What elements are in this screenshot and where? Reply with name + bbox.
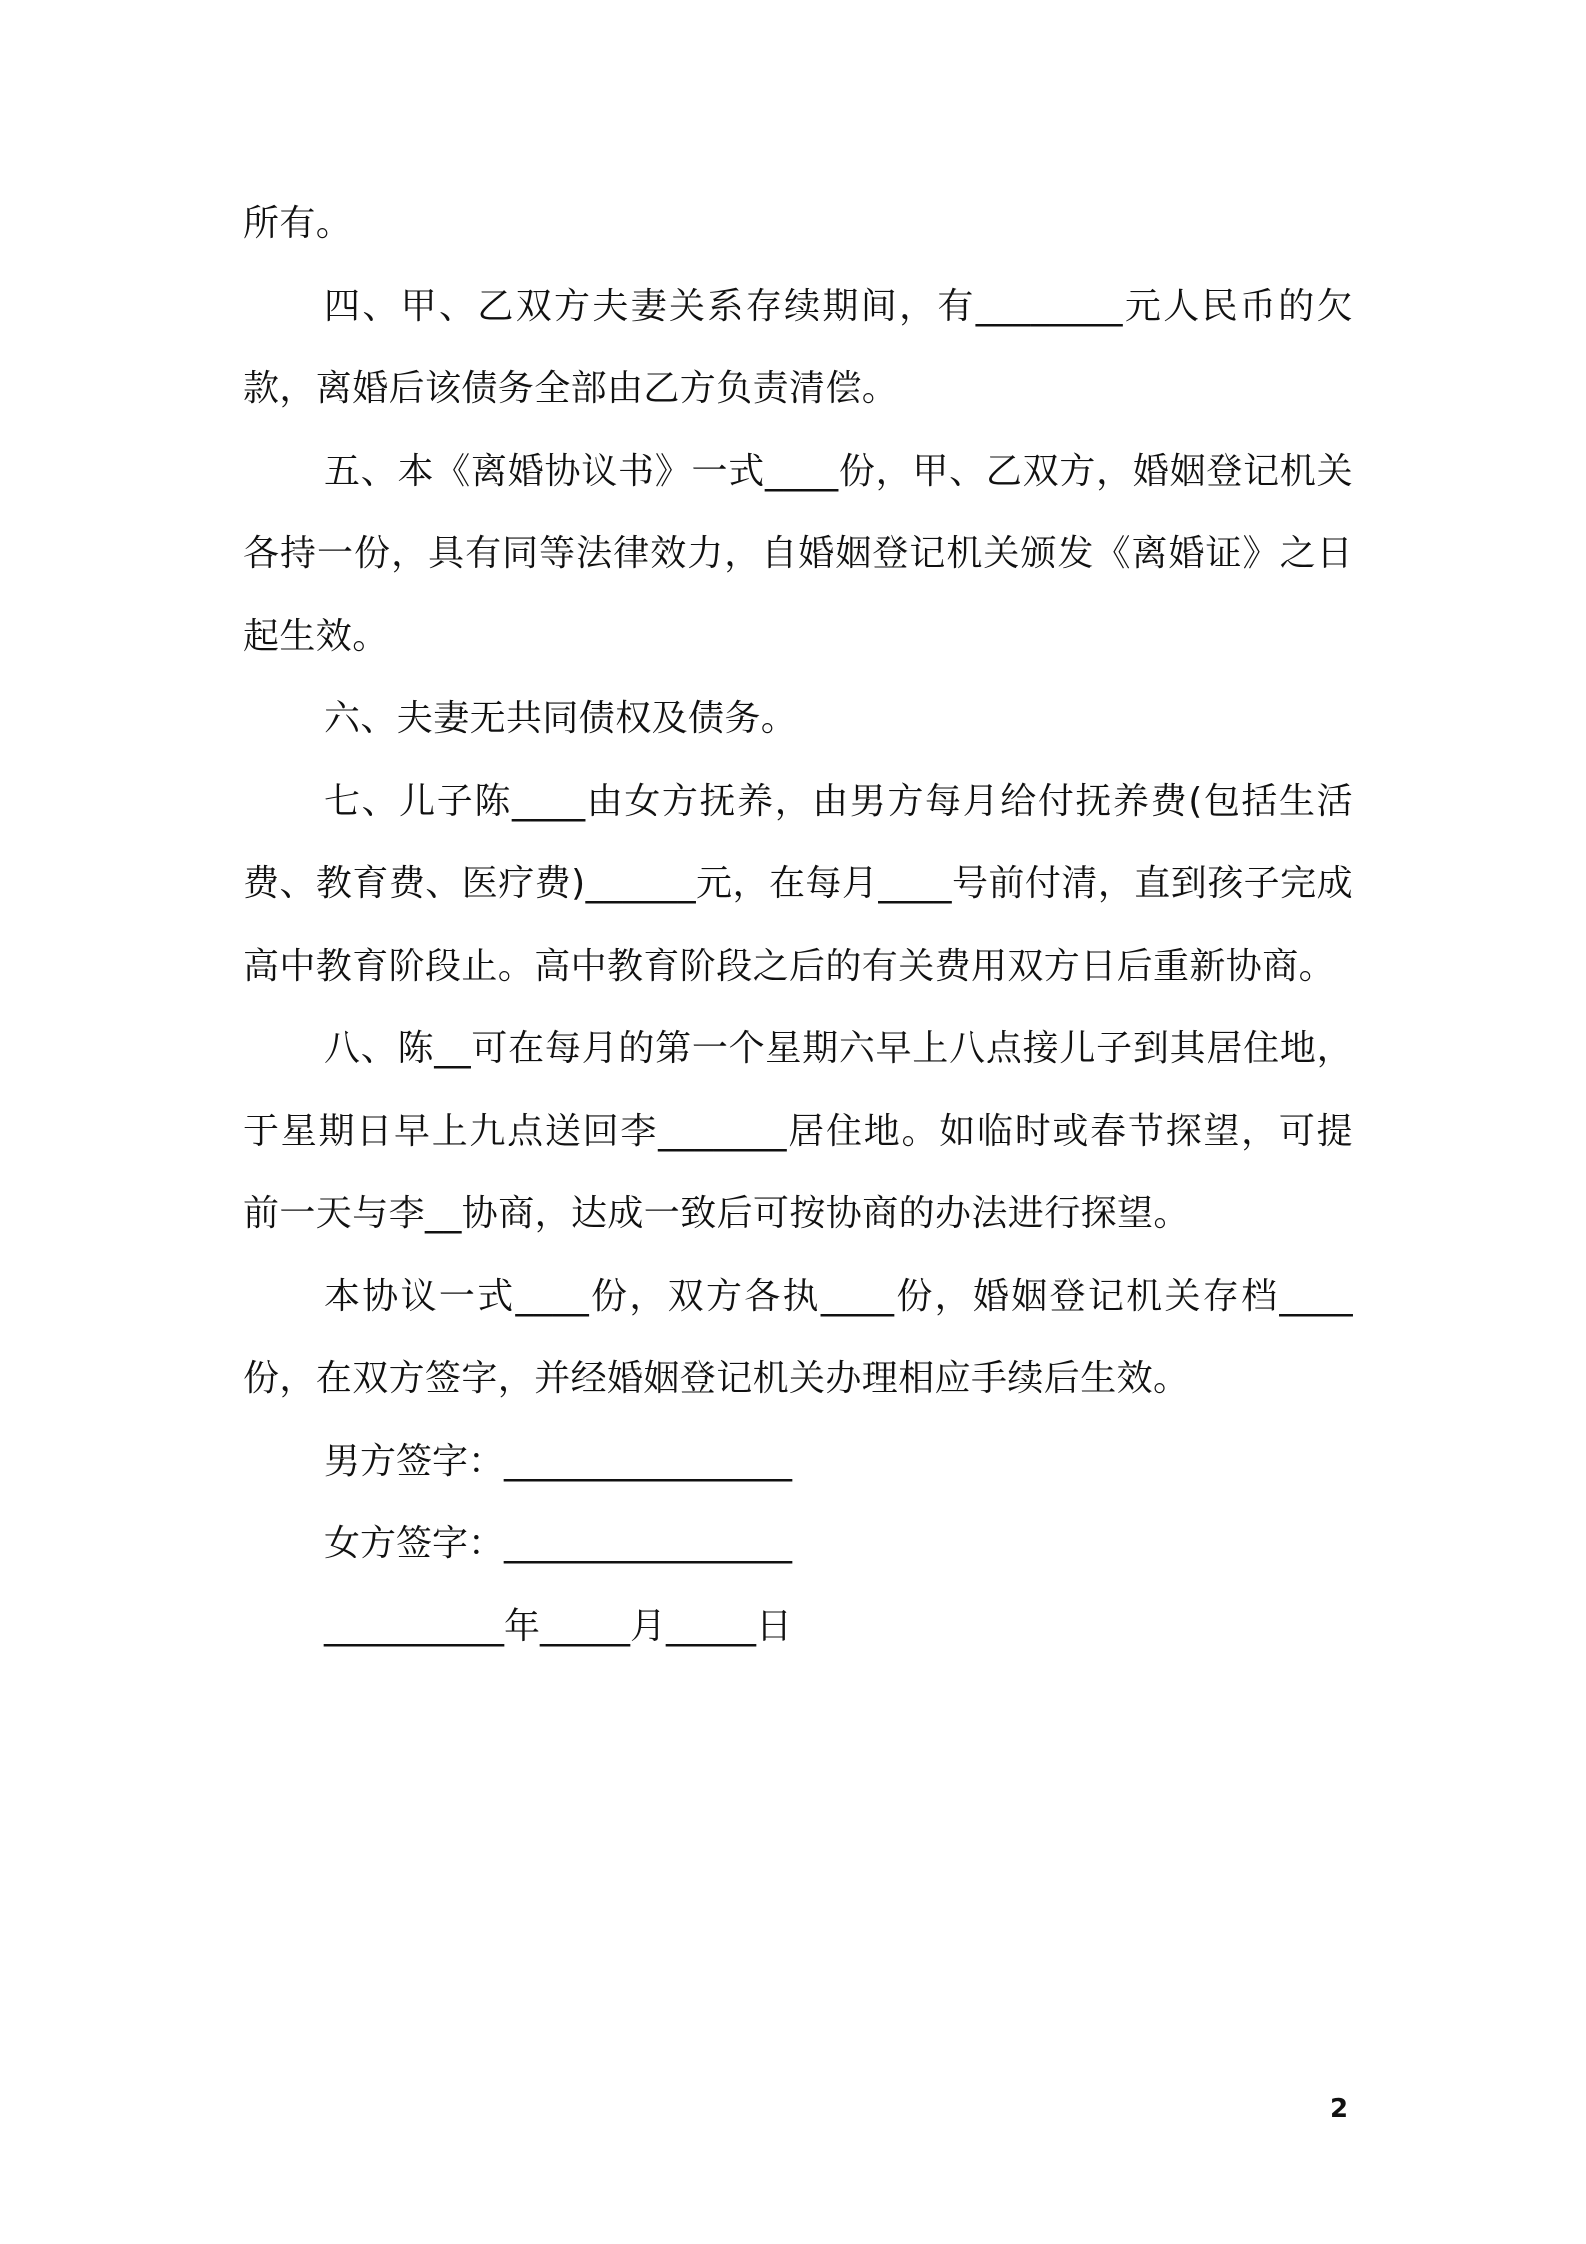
document-body [243, 183, 1353, 1668]
paragraph-clause-8-visitation: 八、陈__可在每月的第一个星期六早上八点接儿子到其居住地，于星期日早上九点送回李_______居住地。如临时或春节探望，可提前一天与李__协商，达成一致后可按协商的办法进行探望。 [243, 1028, 1353, 1234]
paragraph-agreement-copies: 本协议一式____份，双方各执____份，婚姻登记机关存档____份，在双方签字，并经婚姻登记机关办理相应手续后生效。 [243, 1275, 1353, 1399]
page-number: 2 [1330, 2094, 1349, 2124]
paragraph-clause-5-copies: 五、本《离婚协议书》一式____份，甲、乙双方，婚姻登记机关各持一份，具有同等法律效力，自婚姻登记机关颁发《离婚证》之日起生效。 [243, 450, 1353, 657]
paragraph-clause-4-debt: 四、甲、乙双方夫妻关系存续期间，有________元人民币的欠款，离婚后该债务全部由乙方负责清偿。 [243, 285, 1353, 409]
male-signature-line: 男方签字：________________ [324, 1440, 793, 1482]
paragraph-clause-7-custody: 七、儿子陈____由女方抚养，由男方每月给付抚养费(包括生活费、教育费、医疗费)______元，在每月____号前付清，直到孩子完成高中教育阶段止。高中教育阶段之后的有关费用双方日后重新协商。 [243, 780, 1353, 987]
paragraph-clause-6-no-debt: 六、夫妻无共同债权及债务。 [324, 698, 798, 739]
paragraph-continuation: 所有。 [243, 203, 353, 244]
female-signature-line: 女方签字：________________ [324, 1523, 793, 1564]
date-line: __________年_____月_____日 [324, 1605, 792, 1647]
